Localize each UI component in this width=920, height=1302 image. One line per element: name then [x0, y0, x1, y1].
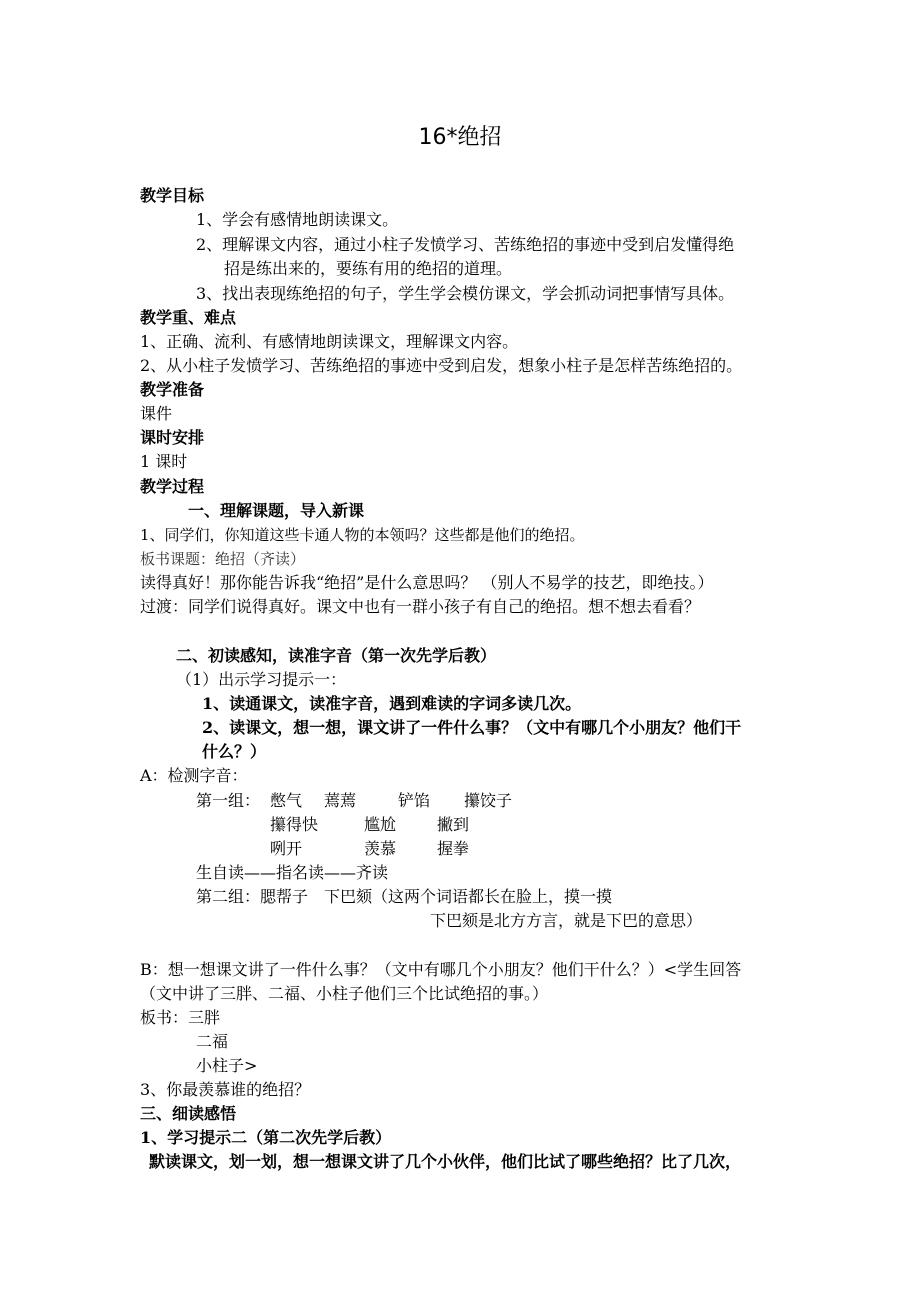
goals-heading: 教学目标 — [140, 186, 205, 205]
section-1-line-4: 过渡：同学们说得真好。课文中也有一群小孩子有自己的绝招。想不想去看看？ — [140, 597, 701, 616]
process-heading: 教学过程 — [140, 477, 205, 496]
goal-item-1: 1、学会有感情地朗读课文。 — [196, 210, 399, 229]
board-item: 小柱子> — [196, 1056, 258, 1075]
study-tip-1-item-1: 1、读通课文，读准字音，遇到难读的字词多读几次。 — [202, 694, 582, 713]
word-item: 蔫蔫 — [324, 791, 357, 810]
word-item: 憋气 — [270, 791, 303, 810]
prep-text: 课件 — [140, 404, 173, 423]
keypoints-heading: 教学重、难点 — [140, 308, 237, 327]
goal-item-2: 2、理解课文内容，通过小柱子发愤学习、苦练绝招的事迹中受到启发懂得绝 — [196, 235, 735, 254]
study-tip-1-item-2-cont: 什么？） — [202, 742, 267, 761]
board-label: 板书：三胖 — [140, 1008, 221, 1027]
section-1-line-3: 读得真好！那你能告诉我“绝招”是什么意思吗？ （别人不易学的技艺，即绝技。） — [140, 573, 714, 592]
schedule-heading: 课时安排 — [140, 428, 205, 447]
study-tip-2: 1、学习提示二（第二次先学后教） — [140, 1128, 392, 1147]
word-item: 攥得快 — [270, 815, 319, 834]
question-b-line-2: （文中讲了三胖、二福、小柱子他们三个比试绝招的事。） — [140, 984, 549, 1003]
group-1-label: 第一组： — [196, 791, 261, 810]
section-3-heading: 三、细读感悟 — [140, 1104, 237, 1123]
board-item: 二福 — [196, 1032, 229, 1051]
word-item: 羡慕 — [364, 839, 397, 858]
section-2-heading: 二、初读感知，读准字音（第一次先学后教） — [176, 646, 497, 665]
word-item: 攥饺子 — [464, 791, 513, 810]
section-1-line-1: 1、同学们，你知道这些卡通人物的本领吗？这些都是他们的绝招。 — [140, 526, 585, 544]
word-item: 撇到 — [437, 815, 470, 834]
keypoint-item-1: 1、正确、流利、有感情地朗读课文，理解课文内容。 — [140, 332, 519, 351]
word-item: 铲馅 — [398, 791, 431, 810]
goal-item-2-cont: 招是练出来的，要练有用的绝招的道理。 — [224, 259, 513, 278]
study-tip-1-item-2: 2、读课文，想一想，课文讲了一件什么事？（文中有哪几个小朋友？他们干 — [202, 718, 742, 737]
goal-item-3: 3、找出表现练绝招的句子，学生学会模仿课文，学会抓动词把事情写具体。 — [196, 284, 735, 303]
group-2-line-2: 下巴颏是北方方言，就是下巴的意思） — [430, 911, 703, 930]
word-item: 尴尬 — [364, 815, 397, 834]
group-2-line-1: 第二组：腮帮子 下巴颏（这两个词语都长在脸上，摸一摸 — [196, 887, 613, 906]
word-item: 握拳 — [437, 839, 470, 858]
question-3: 3、你最羡慕谁的绝招？ — [140, 1080, 311, 1099]
read-order: 生自读——指名读——齐读 — [196, 863, 389, 882]
keypoint-item-2: 2、从小柱子发愤学习、苦练绝招的事迹中受到启发，想象小柱子是怎样苦练绝招的。 — [140, 356, 743, 375]
prep-heading: 教学准备 — [140, 380, 205, 399]
section-1-heading: 一、理解课题，导入新课 — [188, 501, 365, 520]
page-title: 16*绝招 — [418, 125, 502, 150]
word-item: 咧开 — [270, 839, 303, 858]
schedule-text: 1 课时 — [140, 452, 188, 471]
study-tip-2-line: 默读课文，划一划，想一想课文讲了几个小伙伴，他们比试了哪些绝招？比了几次， — [149, 1152, 742, 1171]
pronunciation-check-label: A：检测字音： — [140, 766, 248, 785]
study-tip-1: （1）出示学习提示一： — [176, 670, 347, 689]
question-b-line-1: B：想一想课文讲了一件什么事？（文中有哪几个小朋友？他们干什么？）<学生回答 — [140, 960, 742, 979]
section-1-line-2: 板书课题：绝招（齐读） — [140, 550, 306, 568]
